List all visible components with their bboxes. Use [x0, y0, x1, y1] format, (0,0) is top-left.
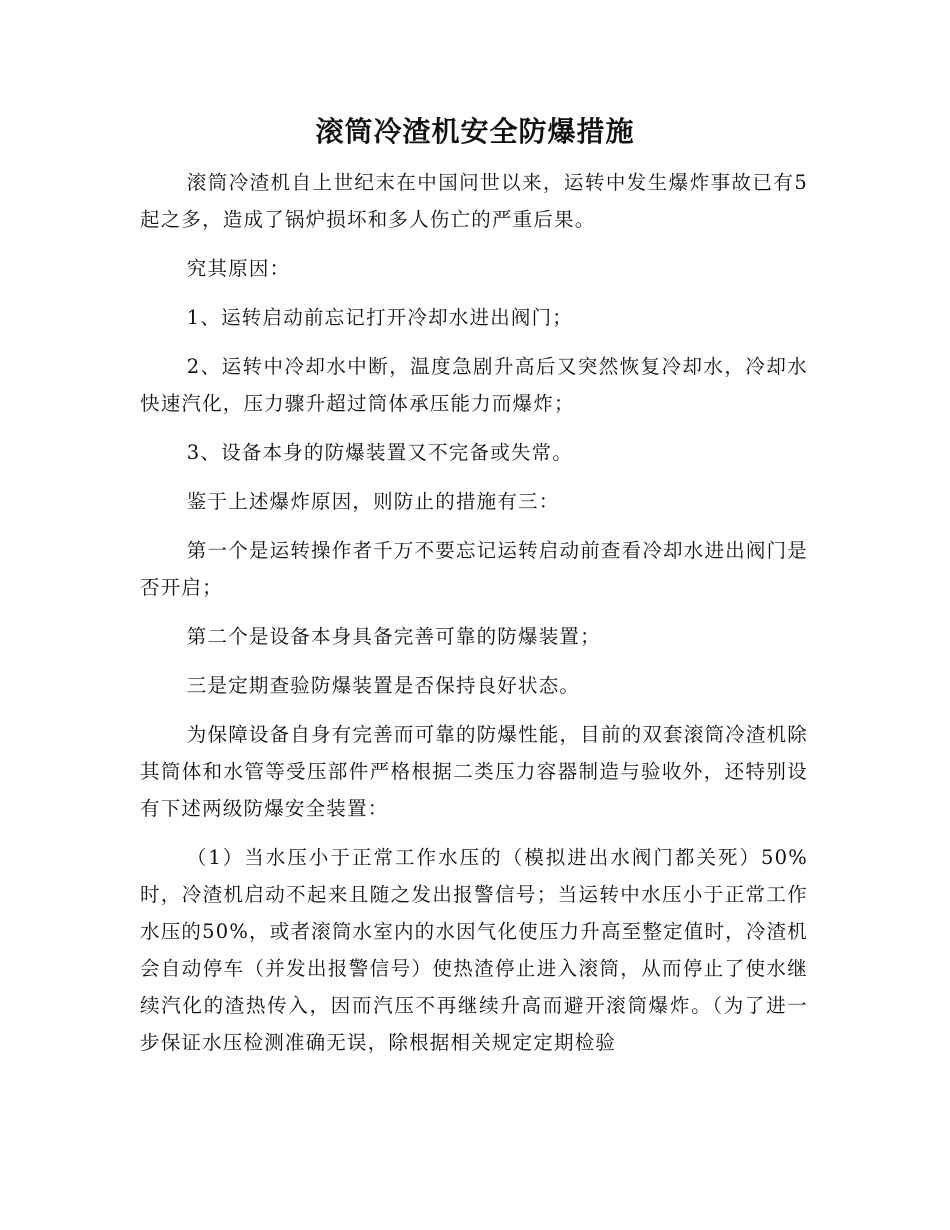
paragraph-cause-2: 2、运转中冷却水中断，温度急剧升高后又突然恢复冷却水，冷却水快速汽化，压力骤升超过筒体承压能力而爆炸；: [140, 355, 808, 415]
paragraph-measures-heading: 鉴于上述爆炸原因，则防止的措施有三：: [186, 490, 560, 513]
document-title: 滚筒冷渣机安全防爆措施: [315, 115, 635, 148]
document-body: [140, 164, 808, 1073]
paragraph-intro: 滚筒冷渣机自上世纪末在中国问世以来，运转中发生爆炸事故已有5起之多，造成了锅炉损坏和多人伤亡的严重后果。: [140, 171, 808, 231]
paragraph-measure-3: 三是定期查验防爆装置是否保持良好状态。: [186, 674, 581, 697]
paragraph-cause-1: 1、运转启动前忘记打开冷却水进出阀门；: [186, 306, 574, 329]
paragraph-cause-3: 3、设备本身的防爆装置又不完备或失常。: [186, 441, 574, 464]
paragraph-safety-devices: 为保障设备自身有完善而可靠的防爆性能，目前的双套滚筒冷渣机除其筒体和水管等受压部件严格根据二类压力容器制造与验收外，还特别设有下述两级防爆安全装置：: [140, 723, 808, 820]
paragraph-measure-2: 第二个是设备本身具备完善可靠的防爆装置；: [186, 625, 601, 648]
paragraph-causes-heading: 究其原因：: [186, 257, 291, 280]
paragraph-measure-1: 第一个是运转操作者千万不要忘记运转启动前查看冷却水进出阀门是否开启；: [140, 539, 808, 599]
paragraph-device-1: （1）当水压小于正常工作水压的（模拟进出水阀门都关死）50%时，冷渣机启动不起来且随之发出报警信号；当运转中水压小于正常工作水压的50%，或者滚筒水室内的水因气化使压力升高至整定值时，冷渣机会自动停车（并发出报警信号）使热渣停止进入滚筒，从而停止了使水继续汽化的渣热传入，因而汽压不再继续升高而避开滚筒爆炸。（为了进一步保证水压检测准确无误，除根据相关规定定期检验: [140, 846, 808, 1054]
